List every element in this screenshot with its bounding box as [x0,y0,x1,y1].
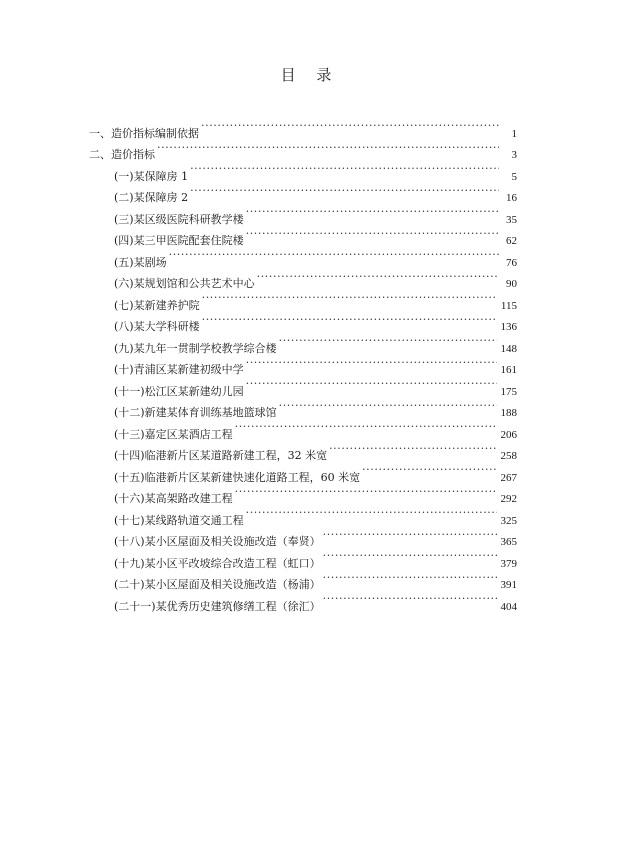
table-of-contents [89,115,517,613]
toc-entry-label: (七)某新建养护院 [114,298,200,312]
toc-entry-page-number: 3 [511,149,517,161]
toc-entry-page-number: 325 [500,514,517,527]
dot-leader [323,524,497,546]
toc-entry-page-number: 404 [500,600,517,613]
dot-leader [279,395,497,417]
toc-entry-label: (十一)松江区某新建幼儿园 [114,384,244,398]
toc-entry-label: (九)某九年一贯制学校教学综合楼 [114,341,277,355]
toc-entry-label: (十六)某高架路改建工程 [114,492,233,505]
dot-leader [202,309,497,331]
dot-leader [190,180,499,202]
dot-leader [362,459,496,481]
dot-leader [257,266,499,288]
toc-entry-page-number: 175 [500,385,517,398]
toc-entry-page-number: 90 [506,278,517,290]
toc-entry-label: (二十)某小区屋面及相关设施改造（杨浦） [114,578,321,591]
dot-leader [329,438,496,460]
toc-entry [89,115,517,140]
dot-leader [323,545,497,567]
toc-entry-label: (十四)临港新片区某道路新建工程，32 米宽 [114,449,328,462]
toc-entry-label: (十九)某小区平改坡综合改造工程（虹口） [114,556,321,570]
toc-entry-page-number: 161 [500,364,517,376]
toc-entry-page-number: 258 [500,450,517,462]
toc-entry-label: (五)某剧场 [114,255,167,269]
toc-entry-page-number: 5 [511,170,517,183]
toc-entry-page-number: 391 [500,579,517,591]
toc-entry-page-number: 76 [506,256,517,269]
page-title: 目 录 [280,66,340,84]
dot-leader [246,373,497,395]
toc-entry-page-number: 365 [500,536,517,548]
toc-entry-page-number: 188 [500,407,517,419]
toc-entry-label: (十八)某小区屋面及相关设施改造（奉贤） [114,535,321,548]
dot-leader [246,201,499,223]
toc-entry-label: (十)青浦区某新建初级中学 [114,363,244,376]
dot-leader [323,588,497,610]
dot-leader [235,416,497,438]
toc-entry-page-number: 35 [506,213,517,226]
toc-entry-page-number: 148 [500,342,517,355]
toc-entry-label: (十三)嘉定区某酒店工程 [114,427,233,441]
toc-entry-page-number: 292 [500,493,517,505]
toc-entry-label: (二)某保障房 2 [114,191,189,204]
toc-entry-label: (十二)新建某体育训练基地篮球馆 [114,406,277,419]
dot-leader [157,137,499,159]
toc-entry-label: (十五)临港新片区某新建快速化道路工程，60 米宽 [114,470,361,484]
toc-entry-label: (一)某保障房 1 [114,169,189,183]
toc-entry-label: (三)某区级医院科研教学楼 [114,212,244,226]
toc-entry-label: (八)某大学科研楼 [114,320,200,333]
dot-leader [202,287,497,309]
toc-entry-page-number: 16 [506,192,517,204]
dot-leader [323,567,497,589]
toc-entry-page-number: 136 [500,321,517,333]
dot-leader [246,223,499,245]
toc-entry-page-number: 62 [506,235,517,247]
toc-entry-label: 二、造价指标 [89,148,155,161]
dot-leader [246,502,497,524]
toc-entry-label: 一、造价指标编制依据 [89,126,199,140]
toc-entry-label: (六)某规划馆和公共艺术中心 [114,277,255,290]
dot-leader [246,352,497,374]
toc-entry-label: (二十一)某优秀历史建筑修缮工程（徐汇） [114,599,321,613]
toc-entry-page-number: 379 [500,557,517,570]
toc-entry-page-number: 1 [511,127,517,140]
toc-entry-page-number: 206 [500,428,517,441]
toc-entry-page-number: 267 [500,471,517,484]
toc-entry-page-number: 115 [500,299,517,312]
dot-leader [169,244,499,266]
dot-leader [279,330,497,352]
toc-entry-label: (十七)某线路轨道交通工程 [114,513,244,527]
dot-leader [201,115,499,137]
dot-leader [235,481,497,503]
dot-leader [190,158,499,180]
toc-entry-label: (四)某三甲医院配套住院楼 [114,234,244,247]
